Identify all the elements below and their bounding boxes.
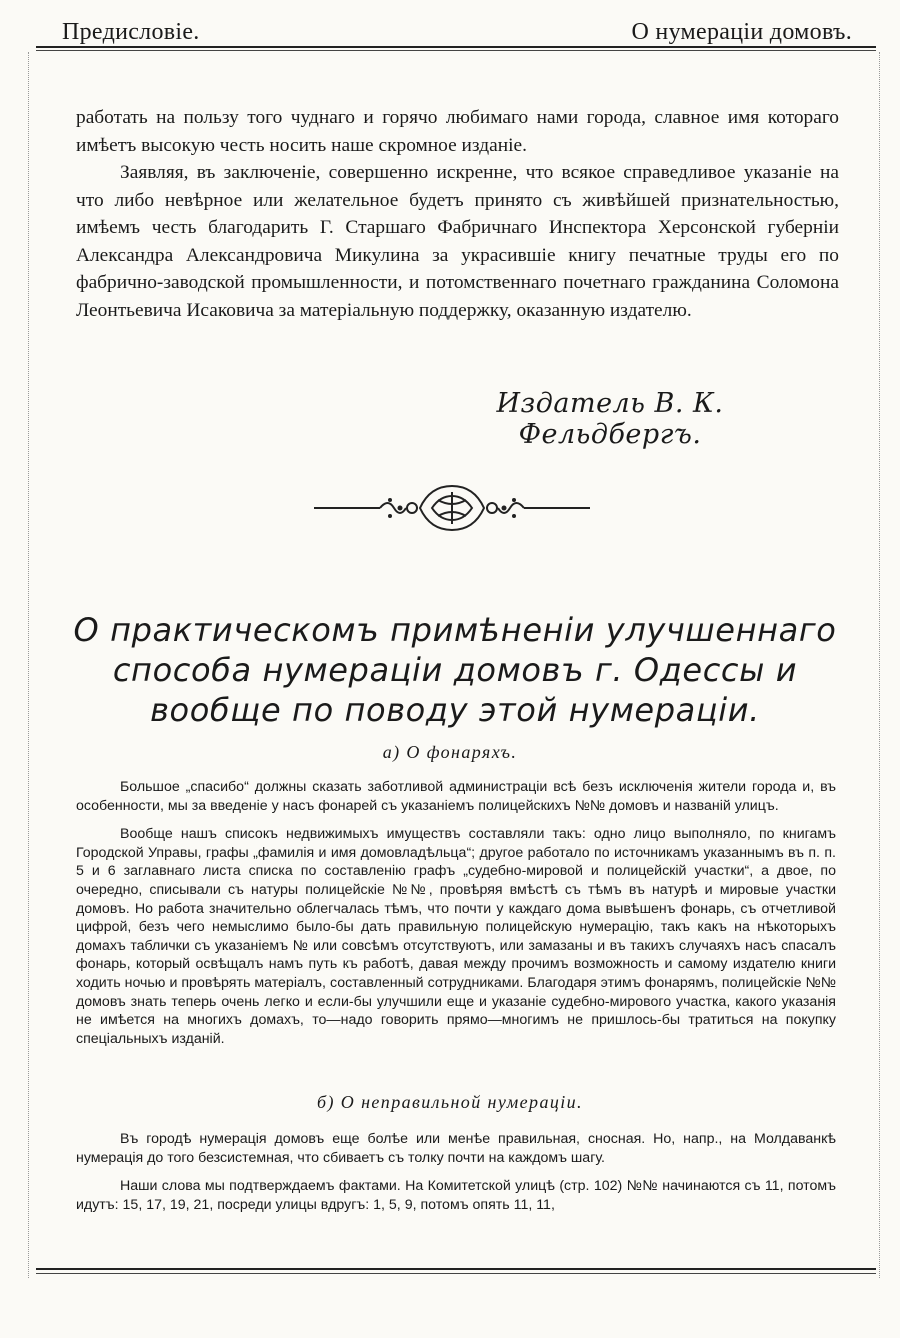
section-paragraph: Наши слова мы подтверждаемъ фактами. На Комитетской улицѣ (стр. 102) №№ начинаются съ 11, потомъ идутъ: 15, 17, 19, 21, посреди улицы вдругъ: 1, 5, 9, потомъ опять 11, 11, bbox=[76, 1178, 836, 1213]
header-rule bbox=[36, 46, 876, 48]
section-a-text bbox=[76, 778, 836, 1058]
footer-rule bbox=[36, 1268, 876, 1270]
footer-rule-thin bbox=[36, 1273, 876, 1274]
section-paragraph: Большое „спасибо“ должны сказать заботливой администраціи всѣ безъ исключенія жители города и, въ особенности, мы за введеніе у насъ фонарей съ указаніемъ полицейскихъ №№ домовъ и названій улицъ. bbox=[76, 779, 836, 814]
ornament-divider-icon bbox=[312, 478, 592, 538]
publisher-signature: Издатель В. К. Фельдбергъ. bbox=[496, 388, 724, 450]
header-rule-thin bbox=[36, 50, 876, 51]
section-heading: б) О неправильной нумераціи. bbox=[317, 1092, 583, 1112]
section-b-text bbox=[76, 1130, 836, 1224]
header-right: О нумераціи домовъ. bbox=[631, 19, 852, 45]
header-left: Предисловіе. bbox=[62, 19, 200, 45]
preface-paragraph: работать на пользу того чуднаго и горячо любимаго нами города, славное имя котораго имѣетъ высокую честь носить наше скромное изданіе. bbox=[76, 107, 839, 156]
preface-paragraph: Заявляя, въ заключеніе, совершенно искренне, что всякое справедливое указаніе на что либо невѣрное или желательное будетъ принято съ живѣйшей признательностью, имѣемъ честь благодарить Г. Старшаго Фабричнаго Инспектора Херсонской губерніи Александра Александровича Микулина за украсившіе книгу печатные труды его по фабрично-заводской промышленности, и потомственнаго почетнаго гражданина Соломона Леонтьевича Исаковича за матеріальную поддержку, оказанную издателю. bbox=[76, 162, 839, 321]
preface-text bbox=[76, 104, 839, 324]
running-header bbox=[62, 14, 852, 46]
section-paragraph: Вообще нашъ списокъ недвижимыхъ имуществъ составляли такъ: одно лицо выполняло, по книгамъ Городской Управы, графы „фамилія и имя домовладѣльца“; другое работало по источникамъ указаннымъ въ п. п. 5 и 6 заглавнаго листа списка по составленію графъ „судебно-мировой и полицейскій участки“, а двое, по очередно, списывали съ натуры полицейскіе №№, провѣряя вмѣстѣ съ тѣмъ въ натурѣ и мировые участки домовъ. Но работа значительно облегчалась тѣмъ, что почти у каждаго дома вывѣшенъ фонарь, съ отчетливой цифрой, безъ чего немыслимо было-бы дать правильную полицейскую нумерацію, такъ какъ на нѣкоторыхъ домахъ таблички съ указаніемъ № или совсѣмъ отсутствуютъ, или замазаны и въ такихъ случаяхъ насъ спасалъ фонарь, который освѣщалъ намъ путь къ работѣ, давая между прочимъ возможность и самому издателю книги ходить ночью и провѣрять матеріалъ, составленный сотрудниками. Благодаря этимъ фонарямъ, полицейскіе №№ домовъ знать теперь очень легко и если-бы улучшили еще и указаніе судебно-мирового участка, какого указанія не имѣется на многихъ домахъ, то—надо говорить прямо—многимъ не пришлось-бы тратиться на покупку спеціальныхъ изданій. bbox=[76, 826, 836, 1047]
section-heading: а) О фонаряхъ. bbox=[382, 742, 518, 762]
section-paragraph: Въ городѣ нумерація домовъ еще болѣе или менѣе правильная, сносная. Но, напр., на Молдаванкѣ нумерація до того безсистемная, что сбиваетъ съ толку почти на каждомъ шагу. bbox=[76, 1131, 836, 1166]
article-title: О практическомъ примѣненіи улучшеннаго способа нумераціи домовъ г. Одессы и вообще по поводу этой нумераціи. bbox=[73, 611, 837, 729]
